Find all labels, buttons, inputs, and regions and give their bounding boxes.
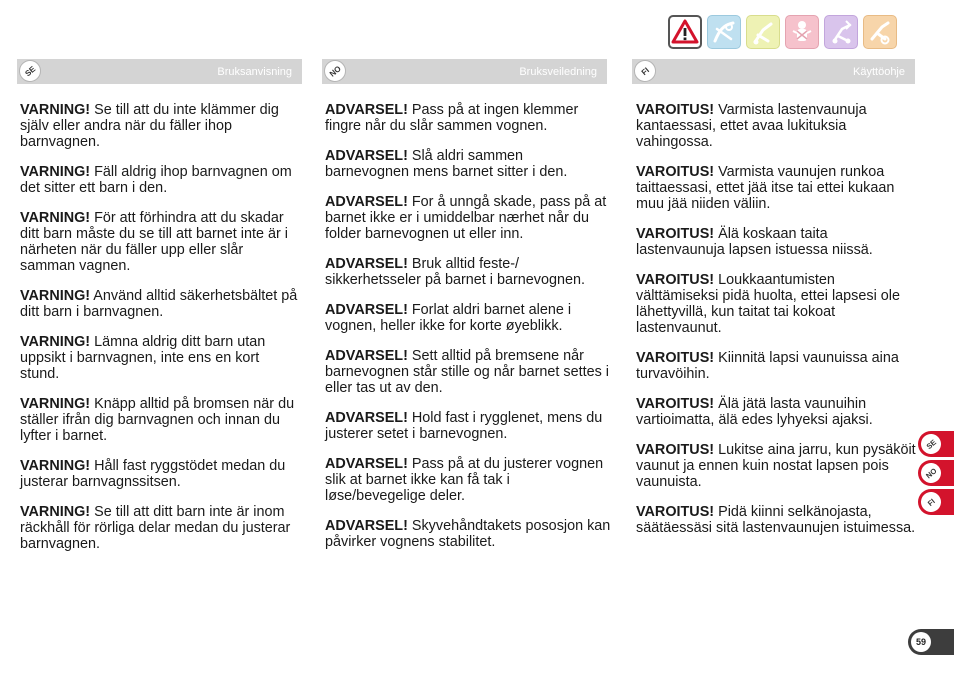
child-harness-icon: [785, 15, 819, 49]
warning-paragraph: [636, 350, 916, 382]
warning-paragraph: [325, 410, 611, 442]
warning-text: Skyvehåndtakets pososjon kan påvirker vognens stabilitet.: [325, 518, 611, 550]
column-header-se: [17, 59, 302, 84]
warning-text: Pidä kiinni selkänojasta, säätäessäsi sitä lastenvaunujen istuimessa.: [636, 504, 916, 536]
warning-paragraph: [636, 504, 916, 536]
warning-text: Kiinnitä lapsi vaunuissa aina turvavöihin.: [636, 350, 899, 382]
warning-paragraph: [20, 288, 302, 320]
warning-keyword: VARNING!: [20, 210, 91, 226]
page-number: 59: [911, 632, 931, 652]
side-tab-fi[interactable]: [918, 489, 954, 515]
header-title: Bruksanvisning: [217, 66, 292, 78]
page-number-tab: [908, 629, 954, 655]
warning-text: Använd alltid säkerhetsbältet på ditt barn i barnvagnen.: [20, 288, 298, 320]
warning-text: Pass på at du justerer vognen slik at barnet ikke kan få tak i løse/bevegelige deler.: [325, 456, 604, 504]
warning-keyword: VAROITUS!: [636, 226, 715, 242]
column-header-no: [322, 59, 607, 84]
warning-keyword: VARNING!: [20, 396, 91, 412]
warning-paragraph: [325, 348, 611, 396]
warning-text: Knäpp alltid på bromsen när du ställer ifrån dig barnvagnen och innan du lyfter i barnet.: [20, 396, 295, 444]
warning-paragraph: [325, 102, 611, 134]
warning-text: Se till att du inte klämmer dig själv eller andra när du fäller ihop barnvagnen.: [20, 102, 279, 150]
warning-keyword: VARNING!: [20, 102, 91, 118]
warning-paragraph: [20, 504, 302, 552]
warning-paragraph: [636, 226, 916, 258]
stroller-seat-icon: [746, 15, 780, 49]
warning-paragraph: [20, 458, 302, 490]
side-tab-label: NO: [917, 459, 945, 487]
warning-paragraph: [636, 442, 916, 490]
warning-keyword: VARNING!: [20, 288, 91, 304]
warning-text: Älä jätä lasta vaunuihin vartioimatta, älä edes lyhyeksi ajaksi.: [636, 396, 873, 428]
language-badge: FI: [630, 56, 661, 87]
side-tab-se[interactable]: [918, 431, 954, 457]
warning-keyword: ADVARSEL!: [325, 194, 408, 210]
warning-column-se: [20, 102, 302, 566]
warning-text: Älä koskaan taita lastenvaunuja lapsen istuessa niissä.: [636, 226, 873, 258]
warning-text: Varmista vaunujen runkoa taittaessasi, ettet jää itse tai ettei kukaan muu jää niiden väliin.: [636, 164, 895, 212]
warning-text: Varmista lastenvaunuja kantaessasi, ettet avaa lukituksia vahingossa.: [636, 102, 867, 150]
warning-paragraph: [20, 396, 302, 444]
warning-text: Fäll aldrig ihop barnvagnen om det sitter ett barn i den.: [20, 164, 292, 196]
side-tab-label: SE: [917, 430, 945, 458]
language-badge: NO: [320, 56, 351, 87]
warning-text: Sett alltid på bremsene når barnevognen står stille og når barnet settes i eller tas ut av den.: [325, 348, 609, 396]
warning-paragraph: [20, 102, 302, 150]
language-badge: SE: [15, 56, 46, 87]
warning-text: Loukkaantumisten välttämiseksi pidä huolta, ettei lapsesi ole lähettyvillä, kun taitat tai kokoat lastenvaunut.: [636, 272, 900, 336]
warning-keyword: ADVARSEL!: [325, 456, 408, 472]
stroller-wheel-icon: [863, 15, 897, 49]
warning-icon: [668, 15, 702, 49]
warning-keyword: ADVARSEL!: [325, 302, 408, 318]
warning-keyword: VAROITUS!: [636, 164, 715, 180]
warning-keyword: VAROITUS!: [636, 504, 715, 520]
warning-column-no: [325, 102, 611, 564]
warning-text: Håll fast ryggstödet medan du justerar barnvagnssitsen.: [20, 458, 286, 490]
warning-keyword: VAROITUS!: [636, 272, 715, 288]
warning-paragraph: [325, 302, 611, 334]
stroller-fold-icon: [824, 15, 858, 49]
warning-text: För att förhindra att du skadar ditt barn måste du se till att barnet inte är i närheten när du fäller upp eller slår samman vagnen.: [20, 210, 288, 274]
warning-paragraph: [20, 334, 302, 382]
header-title: Bruksveiledning: [519, 66, 597, 78]
warning-text: Pass på at ingen klemmer fingre når du slår sammen vognen.: [325, 102, 579, 134]
warning-paragraph: [636, 164, 916, 212]
warning-paragraph: [636, 272, 916, 336]
warning-column-fi: [636, 102, 916, 550]
warning-keyword: VAROITUS!: [636, 350, 715, 366]
warning-text: Lämna aldrig ditt barn utan uppsikt i barnvagnen, inte ens en kort stund.: [20, 334, 266, 382]
warning-text: Lukitse aina jarru, kun pysäköit vaunut ja ennen kuin nostat lapsen pois vaunuista.: [636, 442, 916, 490]
warning-keyword: VARNING!: [20, 458, 91, 474]
warning-text: Bruk alltid feste-/ sikkerhetsseler på barnet i barnevognen.: [325, 256, 585, 288]
side-tab-no[interactable]: [918, 460, 954, 486]
warning-paragraph: [20, 210, 302, 274]
warning-keyword: VARNING!: [20, 504, 91, 520]
stroller-frame-icon: [707, 15, 741, 49]
warning-keyword: ADVARSEL!: [325, 148, 408, 164]
warning-keyword: VAROITUS!: [636, 396, 715, 412]
header-title: Käyttöohje: [853, 66, 905, 78]
icon-strip: [668, 15, 897, 49]
side-tab-label: FI: [917, 488, 945, 516]
warning-keyword: ADVARSEL!: [325, 410, 408, 426]
warning-paragraph: [636, 396, 916, 428]
warning-text: For å unngå skade, pass på at barnet ikke er i umiddelbar nærhet når du folder barnevognen ut eller inn.: [325, 194, 607, 242]
warning-keyword: ADVARSEL!: [325, 256, 408, 272]
warning-keyword: ADVARSEL!: [325, 102, 408, 118]
warning-paragraph: [325, 194, 611, 242]
warning-paragraph: [325, 456, 611, 504]
warning-keyword: ADVARSEL!: [325, 348, 408, 364]
warning-paragraph: [325, 256, 611, 288]
warning-keyword: VARNING!: [20, 334, 91, 350]
warning-text: Se till att ditt barn inte är inom räckhåll för rörliga delar medan du justerar barnvagnen.: [20, 504, 291, 552]
column-header-fi: [632, 59, 915, 84]
warning-text: Hold fast i rygglenet, mens du justerer setet i barnevognen.: [325, 410, 603, 442]
warning-paragraph: [325, 148, 611, 180]
warning-keyword: ADVARSEL!: [325, 518, 408, 534]
warning-keyword: VAROITUS!: [636, 102, 715, 118]
warning-text: Forlat aldri barnet alene i vognen, heller ikke for korte øyeblikk.: [325, 302, 572, 334]
warning-paragraph: [325, 518, 611, 550]
warning-paragraph: [20, 164, 302, 196]
warning-paragraph: [636, 102, 916, 150]
warning-text: Slå aldri sammen barnevognen mens barnet sitter i den.: [325, 148, 568, 180]
warning-keyword: VARNING!: [20, 164, 91, 180]
warning-keyword: VAROITUS!: [636, 442, 715, 458]
